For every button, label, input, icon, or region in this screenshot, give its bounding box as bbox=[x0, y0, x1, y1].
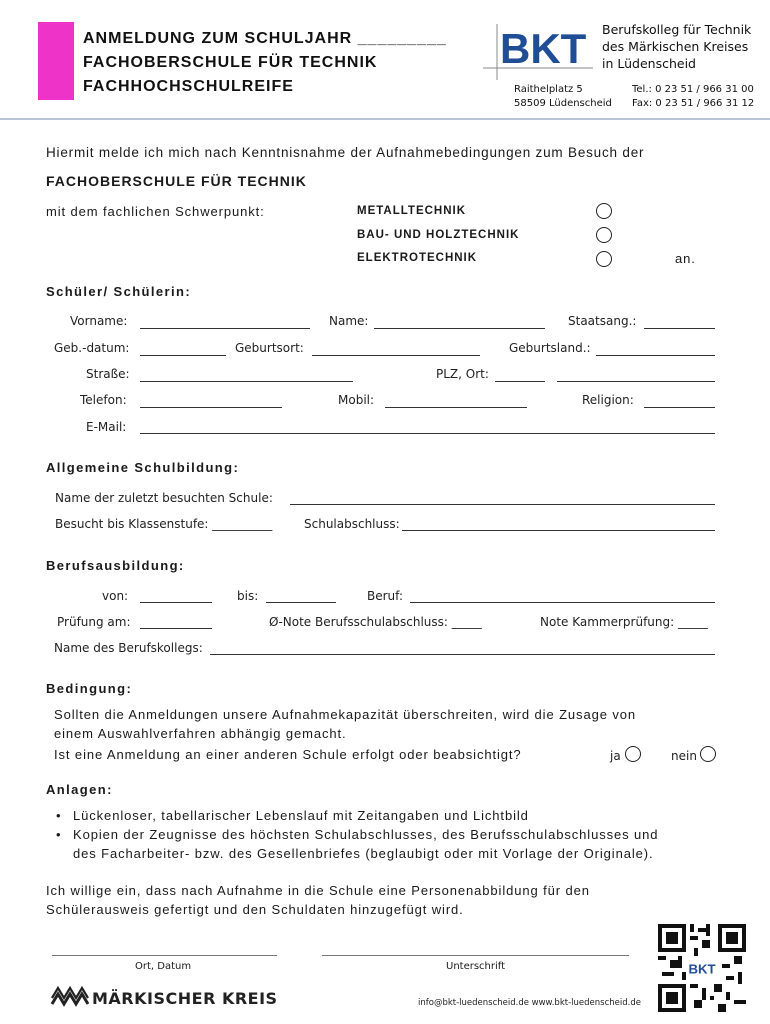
signature-label: Unterschrift bbox=[446, 961, 506, 972]
no-label: nein bbox=[671, 749, 697, 763]
maerkischer-kreis-logo-icon bbox=[50, 986, 90, 1008]
phone: Tel.: 0 23 51 / 966 31 00 bbox=[632, 84, 754, 95]
focus-label: mit dem fachlichen Schwerpunkt: bbox=[46, 204, 265, 219]
geburtsort-field[interactable] bbox=[312, 355, 480, 356]
footer-brand: MÄRKISCHER KREIS bbox=[92, 989, 278, 1008]
radio-yes[interactable] bbox=[625, 746, 641, 762]
school-name-3: in Lüdenscheid bbox=[602, 56, 696, 71]
radio-elektrotechnik[interactable] bbox=[596, 251, 612, 267]
bis-field[interactable] bbox=[266, 602, 336, 603]
staatsang-label: Staatsang.: bbox=[568, 314, 637, 328]
mobil-field[interactable] bbox=[385, 407, 527, 408]
form-subtitle-2: FACHHOCHSCHULREIFE bbox=[83, 78, 294, 95]
intro-text: Hiermit melde ich mich nach Kenntnisnahme der Aufnahmebedingungen zum Besuch der bbox=[46, 145, 645, 160]
pruefung-field[interactable] bbox=[140, 628, 212, 629]
note-bs-label[interactable]: Ø-Note Berufsschulabschluss: _____ bbox=[269, 615, 482, 629]
attachment-item-1: Lückenloser, tabellarischer Lebenslauf mit Zeitangaben und Lichtbild bbox=[73, 808, 529, 823]
attachment-item-2: Kopien der Zeugnisse des höchsten Schulabschlusses, des Berufsschulabschlusses und bbox=[73, 827, 659, 842]
geburtsland-field[interactable] bbox=[596, 355, 715, 356]
condition-text-1: Sollten die Anmeldungen unsere Aufnahmekapazität überschreiten, wird die Zusage von bbox=[54, 707, 637, 722]
signature-field[interactable] bbox=[322, 955, 629, 956]
bullet-icon: • bbox=[56, 827, 62, 842]
fax: Fax: 0 23 51 / 966 31 12 bbox=[632, 98, 755, 109]
condition-text-2: einem Auswahlverfahren abhängig gemacht. bbox=[54, 726, 347, 741]
option-bau-holztechnik: BAU- UND HOLZTECHNIK bbox=[357, 229, 520, 241]
school-name-2: des Märkischen Kreises bbox=[602, 39, 749, 54]
name-field[interactable] bbox=[374, 328, 545, 329]
last-school-field[interactable] bbox=[290, 504, 715, 505]
radio-metalltechnik[interactable] bbox=[596, 203, 612, 219]
attachments-heading: Anlagen: bbox=[46, 782, 113, 797]
religion-label: Religion: bbox=[582, 393, 634, 407]
schooling-heading: Allgemeine Schulbildung: bbox=[46, 460, 240, 475]
email-field[interactable] bbox=[140, 433, 715, 434]
consent-text-2: Schülerausweis gefertigt und den Schuldaten hinzugefügt wird. bbox=[46, 902, 464, 917]
place-date-label: Ort, Datum bbox=[135, 961, 192, 972]
bis-label: bis: bbox=[237, 589, 259, 603]
degree-label: Schulabschluss: bbox=[304, 517, 400, 531]
geburtsort-label: Geburtsort: bbox=[235, 341, 304, 355]
beruf-field[interactable] bbox=[410, 602, 715, 603]
plz-field[interactable] bbox=[495, 381, 545, 382]
school-name-1: Berufskolleg für Technik bbox=[602, 22, 752, 37]
other-school-question: Ist eine Anmeldung an einer anderen Schule erfolgt oder beabsichtigt? bbox=[54, 747, 522, 762]
pruefung-label: Prüfung am: bbox=[57, 615, 131, 629]
school-heading: FACHOBERSCHULE FÜR TECHNIK bbox=[46, 173, 307, 189]
von-label: von: bbox=[102, 589, 129, 603]
von-field[interactable] bbox=[140, 602, 212, 603]
radio-bau-holztechnik[interactable] bbox=[596, 227, 612, 243]
strasse-label: Straße: bbox=[86, 367, 130, 381]
telefon-label: Telefon: bbox=[80, 393, 127, 407]
bkt-logo bbox=[483, 22, 593, 82]
qr-code-icon bbox=[658, 924, 746, 1012]
plz-ort-label: PLZ, Ort: bbox=[436, 367, 489, 381]
ort-field[interactable] bbox=[557, 381, 715, 382]
religion-field[interactable] bbox=[644, 407, 715, 408]
option-metalltechnik: METALLTECHNIK bbox=[357, 205, 467, 217]
class-level-label[interactable]: Besucht bis Klassenstufe: __________ bbox=[55, 517, 273, 531]
mobil-label: Mobil: bbox=[338, 393, 375, 407]
last-school-label: Name der zuletzt besuchten Schule: bbox=[55, 491, 273, 505]
email-label: E-Mail: bbox=[86, 420, 127, 434]
geburtsland-label: Geburtsland.: bbox=[509, 341, 591, 355]
form-title: ANMELDUNG ZUM SCHULJAHR _________ bbox=[83, 30, 447, 47]
condition-heading: Bedingung: bbox=[46, 681, 133, 696]
staatsang-field[interactable] bbox=[644, 328, 715, 329]
geb-datum-label: Geb.-datum: bbox=[54, 341, 130, 355]
consent-text-1: Ich willige ein, dass nach Aufnahme in die Schule eine Personenabbildung für den bbox=[46, 883, 590, 898]
name-label: Name: bbox=[329, 314, 369, 328]
vorname-label: Vorname: bbox=[70, 314, 128, 328]
kolleg-field[interactable] bbox=[210, 654, 715, 655]
accent-bar bbox=[38, 22, 74, 100]
telefon-field[interactable] bbox=[140, 407, 282, 408]
training-heading: Berufsausbildung: bbox=[46, 558, 185, 573]
address-street: Raithelplatz 5 bbox=[514, 84, 583, 95]
option-elektrotechnik: ELEKTROTECHNIK bbox=[357, 252, 478, 264]
vorname-field[interactable] bbox=[140, 328, 310, 329]
place-date-field[interactable] bbox=[52, 955, 277, 956]
yes-label: ja bbox=[610, 749, 621, 763]
address-city: 58509 Lüdenscheid bbox=[514, 98, 612, 109]
attachment-item-2-cont: des Facharbeiter- bzw. des Gesellenbriefes (beglaubigt oder mit Vorlage der Originale). bbox=[73, 846, 654, 861]
radio-no[interactable] bbox=[700, 746, 716, 762]
strasse-field[interactable] bbox=[140, 381, 353, 382]
degree-field[interactable] bbox=[402, 530, 715, 531]
student-heading: Schüler/ Schülerin: bbox=[46, 284, 192, 299]
svg-text:BKT: BKT bbox=[500, 25, 587, 72]
beruf-label: Beruf: bbox=[367, 589, 403, 603]
footer-contact[interactable]: info@bkt-luedenscheid.de www.bkt-luedenscheid.de bbox=[418, 998, 641, 1008]
note-kammer-label[interactable]: Note Kammerprüfung: _____ bbox=[540, 615, 708, 629]
svg-text:BKT: BKT bbox=[688, 961, 716, 977]
bullet-icon: • bbox=[56, 808, 62, 823]
form-subtitle-1: FACHOBERSCHULE FÜR TECHNIK bbox=[83, 54, 378, 71]
kolleg-label: Name des Berufskollegs: bbox=[54, 641, 203, 655]
focus-suffix: an. bbox=[675, 251, 696, 266]
geb-datum-field[interactable] bbox=[140, 355, 226, 356]
header-divider bbox=[0, 118, 770, 120]
